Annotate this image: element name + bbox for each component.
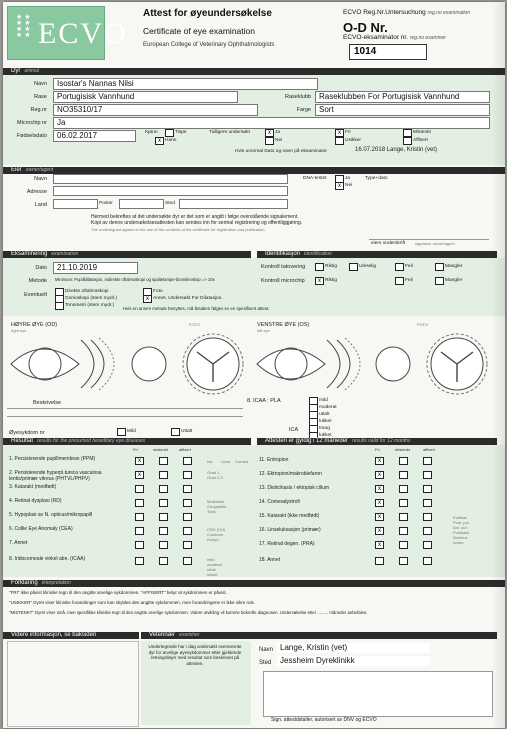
- result-left-checkbox[interactable]: [135, 557, 144, 565]
- tattoo-label: Kontroll tatovering: [261, 264, 306, 270]
- note-multifokal: Multifokal: [207, 499, 224, 504]
- prev-ja-checkbox[interactable]: x: [265, 129, 274, 137]
- result-left-checkbox[interactable]: [159, 527, 168, 535]
- vet-place-field[interactable]: Jessheim Dyreklinikk: [277, 656, 430, 666]
- result-left-checkbox[interactable]: [183, 457, 192, 465]
- prev-ja-label: Ja: [275, 130, 281, 135]
- micro-riktig-checkbox[interactable]: x: [315, 277, 324, 285]
- address-label: Adresse: [26, 189, 47, 195]
- results-section: [3, 445, 505, 577]
- owner-signature-label: eiers underskrift: [371, 241, 406, 246]
- result-right-label: 16. Linseluksasjon (primær): [259, 527, 321, 533]
- result-right-checkbox[interactable]: [399, 527, 408, 535]
- result-left-checkbox[interactable]: [135, 541, 144, 549]
- stars-icon: ★ ★ ★ ★ ★ ★ ★ ★: [16, 14, 31, 39]
- disease-mild-checkbox[interactable]: [117, 428, 126, 436]
- prev-note: Hvis unormal Dato og navn på eksaminator: [235, 149, 327, 154]
- vet-band: Veterinær examiner: [141, 632, 497, 639]
- tispe-label: Tispe: [175, 130, 187, 135]
- microchip-check-label: Kontroll microchip: [261, 278, 305, 284]
- result-right-label: 15. Katarakt (ikke medfødt): [259, 513, 320, 519]
- result-right-checkbox[interactable]: [375, 557, 384, 565]
- result-left-checkbox[interactable]: [159, 471, 168, 479]
- note-iris: Iris: [207, 459, 213, 464]
- result-right-checkbox[interactable]: x: [375, 485, 384, 493]
- explanation-band: Forklaring interpretation: [3, 580, 505, 587]
- certificate-subtitle: Certificate of eye examination: [143, 26, 255, 36]
- prev-usikker-label: Usikker: [345, 138, 361, 143]
- animal-section: [3, 75, 505, 165]
- result-left-label: 3. Katarakt (medfødt): [9, 484, 57, 490]
- examiner-number-field[interactable]: 1014: [349, 44, 427, 60]
- vet-statement-box: [141, 641, 251, 725]
- reg-field[interactable]: NO35310/17: [53, 104, 258, 116]
- tattoo-riktig-checkbox[interactable]: [315, 263, 324, 271]
- prev-nei-checkbox[interactable]: [265, 137, 274, 145]
- college-name: European College of Veterinary Ophthalmologists: [143, 42, 275, 48]
- note-crd: CRD (CH): [207, 527, 226, 532]
- cat-postpol: Post. pol.: [453, 520, 470, 525]
- vet-signature-label: Sign. attestdstaller, autorisert av DNV og ECVO: [271, 717, 377, 723]
- method-note: Hvis en annen metode benyttes, må årsaken følges ev en spesifisert attest.: [123, 306, 270, 311]
- tattoo-uleselig-checkbox[interactable]: [349, 263, 358, 271]
- od-number-label: O-D Nr.: [343, 20, 388, 35]
- result-left-checkbox[interactable]: [183, 513, 192, 521]
- left-eye-sublabel: left eye: [257, 328, 270, 333]
- result-right-checkbox[interactable]: [399, 485, 408, 493]
- animal-band: Dyr animal: [3, 68, 505, 75]
- country-label: Land: [34, 202, 47, 208]
- col-aff-left: affisert: [179, 447, 191, 452]
- footer-section: [3, 639, 505, 728]
- address-field[interactable]: [53, 186, 288, 196]
- note-mild: mild: [207, 557, 215, 562]
- annet-checkbox[interactable]: x: [143, 295, 152, 303]
- header: [3, 2, 505, 64]
- prev-fri-checkbox[interactable]: x: [335, 129, 344, 137]
- method-label: Metode: [28, 278, 47, 284]
- result-right-label: 17. Retinal degen. (PRA): [259, 541, 315, 547]
- color-label: Farge: [296, 107, 311, 113]
- cat-antsuf: Ant. suf.: [453, 525, 468, 530]
- tattoo-uleselig-label: Uleselig: [359, 264, 377, 269]
- result-left-checkbox[interactable]: [135, 485, 144, 493]
- exam-date-label: Dato: [35, 265, 47, 271]
- reg-label: Reg.nr: [30, 107, 47, 113]
- ecvo-logo: [7, 6, 128, 60]
- note-lukket: lukket: [207, 572, 218, 577]
- result-right-checkbox[interactable]: [399, 557, 408, 565]
- result-left-checkbox[interactable]: [183, 527, 192, 535]
- further-info-box: [7, 641, 139, 727]
- place-label: Sted: [165, 201, 175, 206]
- icaa-lukket-label: lukket: [319, 419, 332, 424]
- prev-affisert-label: Affisert: [413, 138, 428, 143]
- vet-signature-box[interactable]: [263, 671, 493, 717]
- paper-shadow: [491, 2, 505, 728]
- description-line-2[interactable]: [7, 416, 243, 417]
- tono-label: Tonometri (stem mydr.): [65, 303, 115, 308]
- result-left-label: 8. Iridocorneale vinkel abn. (ICAA): [9, 556, 86, 562]
- micro-feil-checkbox[interactable]: [395, 277, 404, 285]
- col-fri-left: Fri: [133, 447, 138, 452]
- further-info-band: Videre informasjon, se baksiden: [3, 632, 139, 639]
- note-grad23: Grad 2-3: [207, 475, 223, 480]
- vet-name-label: Navn: [259, 647, 274, 653]
- color-field[interactable]: Sort: [315, 104, 490, 116]
- result-left-checkbox[interactable]: [159, 499, 168, 507]
- eye-disease-label: Øyesykdom nr: [9, 430, 45, 436]
- right-eye-sublabel: right eye: [11, 328, 27, 333]
- tattoo-feil-checkbox[interactable]: [395, 263, 404, 271]
- note-colobom: Colobom: [207, 532, 224, 537]
- zip-label: Postnr: [99, 201, 113, 206]
- name-label: Navn: [34, 81, 47, 87]
- right-eye-drawing[interactable]: [9, 332, 249, 396]
- exam-section: [3, 258, 505, 316]
- icaa-moderat-label: moderat: [319, 405, 337, 410]
- validity-band: Attesten er gyldig i 12 måneder results valid for 12 months: [257, 438, 497, 445]
- logo-text: ECVO: [38, 17, 128, 50]
- result-right-checkbox[interactable]: [423, 457, 432, 465]
- prev-affisert-checkbox[interactable]: [403, 137, 412, 145]
- result-right-checkbox[interactable]: x: [375, 457, 384, 465]
- exam-date-field[interactable]: 21.10.2019: [53, 262, 138, 274]
- icaa-label: 8. ICAA : PLA: [247, 398, 281, 404]
- right-eye-label: HØYRE ØYE (OD): [11, 322, 58, 328]
- cat-punktata: Punktata: [453, 530, 469, 535]
- explanation-section: [3, 587, 505, 631]
- result-left-label: 4. Retinal dysplasi (RD): [9, 498, 62, 504]
- explain-fri: "FRI" ikke påvist kliniske tegn til den angitte arvelige sykdommen. "AFFISERT" betyr at sykdommen er påvist.: [9, 590, 227, 595]
- zip-field[interactable]: [119, 199, 164, 209]
- result-right-checkbox[interactable]: x: [375, 513, 384, 521]
- micro-feil-label: Feil: [405, 278, 413, 283]
- microchip-label: Microchip nr: [17, 120, 47, 126]
- result-left-checkbox[interactable]: x: [135, 457, 144, 465]
- prev-fri-label: Fri: [345, 130, 351, 135]
- result-right-label: 14. Corneadystrofi: [259, 499, 300, 505]
- results-band: Resultat results for the presumed hereditary eye diseases: [3, 438, 251, 445]
- col-fri-right: Fri: [375, 447, 380, 452]
- declaration-english: The undersigned agrees to the use of the contents of the certificate for registration and publication.: [91, 227, 266, 232]
- tattoo-mangler-label: Mangler: [445, 264, 463, 269]
- owner-signature-line[interactable]: [369, 239, 489, 240]
- left-foto-label: FOTO: [417, 322, 429, 327]
- breed-club-field[interactable]: Raseklubben For Portugisisk Vannhund: [315, 91, 490, 103]
- result-left-label: 7. Annet: [9, 540, 28, 546]
- result-left-checkbox[interactable]: [135, 499, 144, 507]
- identification-band: Identifikasjon identification: [257, 251, 497, 258]
- left-eye-label: VENSTRE ØYE (OS): [257, 322, 310, 328]
- result-left-label: 6. Collie Eye Anomaly (CEA): [9, 526, 73, 532]
- result-right-checkbox[interactable]: [399, 499, 408, 507]
- description-label: Beskrivelse: [33, 400, 62, 406]
- note-linse: Linse: [221, 459, 231, 464]
- note-geografisk: Geografisk: [207, 504, 227, 509]
- tispe-checkbox[interactable]: [165, 129, 174, 137]
- explain-mistenkt: "MISTENKT" Dyret viser små, men spesifikke kliniske tegn til den angitte arvelige sykdommen. Videre utvikling vil komme bekrefte diagnosen. Undersøkelse etter ......... måneder anbefales.: [9, 610, 368, 615]
- owner-name-field[interactable]: [53, 174, 288, 184]
- method-text: Minimum: Pupilldilatasjon, indirekte oftalmoskopi og spaltelampe-biomikroskop => 10x: [55, 277, 215, 282]
- exam-band: Eksaminering examination: [3, 251, 251, 258]
- description-line-1[interactable]: [7, 408, 243, 409]
- explain-usikker: "USIKKER" Dyret viser kliniske forandringer som kan skyldes den angitte sykdommen, men forandringene er ikke sikre nok.: [9, 600, 256, 605]
- icaa-mild-label: mild: [319, 398, 328, 403]
- result-left-checkbox[interactable]: [159, 485, 168, 493]
- result-left-checkbox[interactable]: [159, 541, 168, 549]
- owner-signature-sublabel: signature owner/agent: [415, 241, 455, 246]
- dna-nei-label: Nei: [345, 183, 353, 188]
- prev-mistenkt-checkbox[interactable]: [403, 129, 412, 137]
- result-right-checkbox[interactable]: [423, 557, 432, 565]
- microchip-field[interactable]: Ja: [53, 117, 490, 129]
- note-total: Total: [207, 509, 216, 514]
- ica-lukket-label: lukket: [319, 433, 332, 438]
- col-mist-right: mistenkt: [395, 447, 410, 452]
- prev-examiner-sign: 16.07.2018 Lange, Kristin (vet): [355, 147, 438, 153]
- micro-riktig-label: Riktig: [325, 278, 337, 283]
- col-aff-right: affisert: [423, 447, 435, 452]
- result-right-checkbox[interactable]: [399, 457, 408, 465]
- col-mist-left: mistenkt: [153, 447, 168, 452]
- micro-mangler-checkbox[interactable]: [435, 277, 444, 285]
- annet-option-label: Annet. Undersøkt For Dilatasjon.: [153, 296, 223, 301]
- declaration-line-2: Kopi av denne undersøkelsesattesten kan sendes inn for sentral registrering og offentliggjøring.: [91, 220, 303, 226]
- left-eye-drawing[interactable]: [255, 332, 495, 396]
- disease-uttalt-label: Uttalt: [181, 429, 193, 434]
- result-left-checkbox[interactable]: [183, 557, 192, 565]
- micro-mangler-label: Mangler: [445, 278, 463, 283]
- result-left-checkbox[interactable]: x: [135, 471, 144, 479]
- prev-nei-label: Nei: [275, 138, 283, 143]
- animal-name-field[interactable]: Isostar's Nannas Nilsi: [53, 78, 318, 90]
- breed-label: Rase: [34, 94, 47, 100]
- reg-label: ECVO Reg.Nr.Untersuchung reg.no examination: [343, 9, 471, 16]
- disease-uttalt-checkbox[interactable]: [171, 428, 180, 436]
- prev-exam-label: Tidligere undersøkt: [209, 130, 250, 135]
- result-right-label: 12. Ektropion/makroblefaron: [259, 471, 322, 477]
- breed-club-label: Raseklubb: [285, 94, 311, 100]
- eventuelt-label: Eventuelt: [24, 292, 47, 298]
- cat-kortikal: Kortikal: [453, 515, 467, 520]
- prev-usikker-checkbox[interactable]: [335, 137, 344, 145]
- result-left-label: 1. Persisterende pupillmembran (PPM): [9, 456, 96, 462]
- result-right-checkbox[interactable]: [423, 513, 432, 521]
- result-left-checkbox[interactable]: [183, 485, 192, 493]
- breed-field[interactable]: Portugisisk Vannhund: [53, 91, 238, 103]
- disease-mild-label: Mild: [127, 429, 136, 434]
- dna-label: DNA-testet: [303, 176, 327, 181]
- hann-checkbox[interactable]: x: [155, 137, 164, 145]
- icaa-uttalt-label: uttalt: [319, 412, 330, 417]
- result-left-checkbox[interactable]: [183, 499, 192, 507]
- country-field[interactable]: [53, 199, 98, 209]
- birthdate-field[interactable]: 06.02.2017: [53, 130, 136, 142]
- certificate-sheet: [3, 2, 505, 728]
- result-left-label: 2. Persisterende hyperpl.tunica vasculosa lentis/primær vitreus (PHTVL/PHPV): [9, 470, 102, 482]
- tono-checkbox[interactable]: [55, 302, 64, 310]
- place-field[interactable]: [179, 199, 288, 209]
- result-right-checkbox[interactable]: [423, 499, 432, 507]
- result-right-checkbox[interactable]: [423, 541, 432, 549]
- result-left-label: 5. Hypoplasi av N. opticus/mikropapill: [9, 512, 93, 518]
- certificate-title: Attest for øyeundersøkelse: [143, 8, 272, 19]
- result-right-checkbox[interactable]: x: [375, 471, 384, 479]
- right-foto-label: FOTO: [189, 322, 201, 327]
- note-moderat: moderat: [207, 562, 222, 567]
- owner-band: Eier owner/agent: [3, 167, 505, 174]
- result-right-checkbox[interactable]: [399, 471, 408, 479]
- tattoo-feil-label: Feil: [405, 264, 413, 269]
- vet-statement: Undertegnede har i dag undersøkt ovennevnte dyr for arvelige øyesykdommer etter gjeldende retningslinjer med resultat som beskrevet på attesten.: [148, 644, 242, 666]
- prev-mistenkt-label: Mistenkt: [413, 130, 431, 135]
- result-right-checkbox[interactable]: x: [375, 541, 384, 549]
- hann-label: Hann: [165, 138, 177, 143]
- result-left-checkbox[interactable]: [159, 557, 168, 565]
- dna-nei-checkbox[interactable]: x: [335, 182, 344, 190]
- result-right-label: 13. Distichiasis / ektopisk cilium: [259, 485, 330, 491]
- result-right-checkbox[interactable]: [399, 513, 408, 521]
- result-right-checkbox[interactable]: [423, 485, 432, 493]
- ica-label: ICA: [289, 427, 299, 433]
- result-right-checkbox[interactable]: [423, 527, 432, 535]
- note-uttalt: uttalt: [207, 567, 216, 572]
- cat-nukleus: Nukleus: [453, 535, 468, 540]
- eye-diagram-section: [3, 318, 505, 446]
- owner-name-label: Navn: [34, 176, 47, 182]
- gonio-label: Gonioskopi (stem mydr.): [65, 296, 117, 301]
- result-right-label: 18. Annet: [259, 557, 281, 563]
- result-right-checkbox[interactable]: x: [375, 527, 384, 535]
- note-grad1: Grad 1: [207, 470, 220, 475]
- vet-place-label: Sted: [259, 660, 272, 666]
- result-left-checkbox[interactable]: [183, 541, 192, 549]
- result-right-checkbox[interactable]: [399, 541, 408, 549]
- result-left-checkbox[interactable]: [159, 457, 168, 465]
- dna-ja-label: Ja: [345, 176, 351, 181]
- ica-trang-label: trang: [319, 426, 330, 431]
- result-left-checkbox[interactable]: [159, 513, 168, 521]
- result-right-checkbox[interactable]: x: [375, 499, 384, 507]
- examiner-number-label: ECVO-eksaminator nr. reg.no examiner: [343, 34, 446, 41]
- note-cornea: Cornea: [235, 459, 249, 464]
- birthdate-label: Fødselsdato: [16, 133, 47, 139]
- note-kompl: Kompl.: [207, 537, 220, 542]
- result-left-checkbox[interactable]: [183, 471, 192, 479]
- result-right-label: 11. Entropion: [259, 457, 289, 463]
- result-left-checkbox[interactable]: [135, 513, 144, 521]
- dna-type-label: Type+dato: [365, 176, 388, 181]
- foto-option-label: Foto: [153, 289, 163, 294]
- tattoo-riktig-label: Riktig: [325, 264, 337, 269]
- direct-oph-label: Direkte oftalmoskopi: [65, 289, 109, 294]
- declaration-line-1: Hermed bekreftes at det undersøkte dyr er det som er angitt i følge ovenstående signalement.: [91, 214, 299, 220]
- sex-label: Kjønn: [145, 130, 158, 135]
- result-right-checkbox[interactable]: [423, 471, 432, 479]
- owner-section: [3, 174, 505, 248]
- vet-name-field[interactable]: Lange, Kristin (vet): [277, 643, 430, 653]
- result-left-checkbox[interactable]: [135, 527, 144, 535]
- cat-andre: Andre: [453, 540, 464, 545]
- tattoo-mangler-checkbox[interactable]: [435, 263, 444, 271]
